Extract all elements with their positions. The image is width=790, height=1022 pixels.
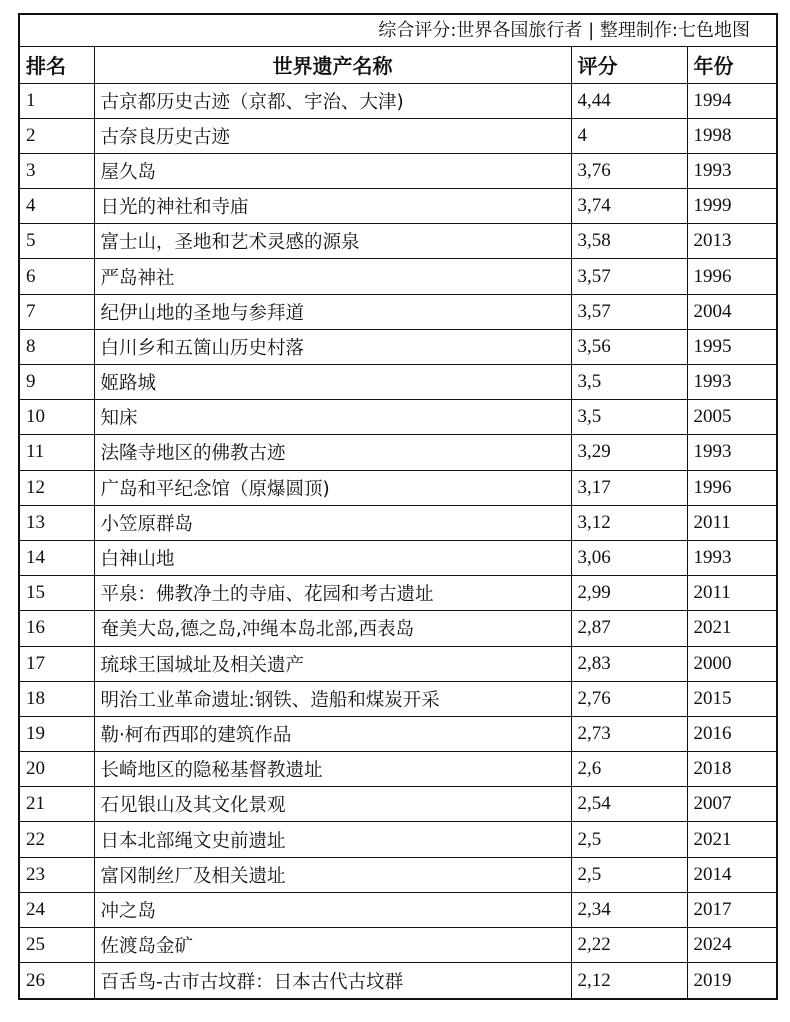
- table-row: [20, 470, 776, 505]
- table-row: [20, 963, 776, 998]
- header-row: [20, 47, 776, 83]
- table-row: [20, 752, 776, 787]
- table-row: [20, 83, 776, 118]
- cell-year: 1993: [687, 540, 776, 575]
- cell-rank: 26: [20, 963, 94, 998]
- cell-rank: 17: [20, 646, 94, 681]
- header-name: 世界遗产名称: [94, 47, 571, 83]
- table-row: [20, 365, 776, 400]
- cell-rank: 6: [20, 259, 94, 294]
- cell-heritage-name: 日本北部绳文史前遗址: [94, 822, 571, 857]
- cell-score: 2,54: [571, 787, 687, 822]
- cell-heritage-name: 明治工业革命遗址:钢铁、造船和煤炭开采: [94, 681, 571, 716]
- cell-score: 3,56: [571, 329, 687, 364]
- cell-rank: 8: [20, 329, 94, 364]
- cell-year: 2017: [687, 892, 776, 927]
- header-year: 年份: [687, 47, 776, 83]
- cell-rank: 5: [20, 224, 94, 259]
- cell-score: 2,99: [571, 576, 687, 611]
- cell-year: 2011: [687, 505, 776, 540]
- cell-rank: 11: [20, 435, 94, 470]
- cell-score: 2,6: [571, 752, 687, 787]
- cell-rank: 10: [20, 400, 94, 435]
- cell-rank: 19: [20, 716, 94, 751]
- table-row: [20, 400, 776, 435]
- cell-rank: 12: [20, 470, 94, 505]
- table-caption: 综合评分:世界各国旅行者 | 整理制作:七色地图: [20, 15, 776, 47]
- cell-rank: 4: [20, 189, 94, 224]
- cell-year: 1996: [687, 470, 776, 505]
- cell-score: 3,06: [571, 540, 687, 575]
- cell-heritage-name: 石见银山及其文化景观: [94, 787, 571, 822]
- cell-year: 1993: [687, 153, 776, 188]
- cell-score: 3,12: [571, 505, 687, 540]
- table-row: [20, 294, 776, 329]
- cell-year: 1996: [687, 259, 776, 294]
- table-row: [20, 259, 776, 294]
- cell-score: 2,22: [571, 928, 687, 963]
- cell-rank: 15: [20, 576, 94, 611]
- cell-score: 3,57: [571, 294, 687, 329]
- cell-heritage-name: 平泉：佛教净土的寺庙、花园和考古遗址: [94, 576, 571, 611]
- header-score: 评分: [571, 47, 687, 83]
- cell-heritage-name: 屋久岛: [94, 153, 571, 188]
- cell-rank: 2: [20, 118, 94, 153]
- cell-year: 1999: [687, 189, 776, 224]
- cell-score: 2,87: [571, 611, 687, 646]
- cell-year: 1994: [687, 83, 776, 118]
- cell-rank: 16: [20, 611, 94, 646]
- cell-score: 4: [571, 118, 687, 153]
- cell-heritage-name: 富士山，圣地和艺术灵感的源泉: [94, 224, 571, 259]
- cell-heritage-name: 严岛神社: [94, 259, 571, 294]
- cell-year: 2015: [687, 681, 776, 716]
- table-row: [20, 189, 776, 224]
- cell-year: 2021: [687, 611, 776, 646]
- cell-year: 2024: [687, 928, 776, 963]
- cell-rank: 24: [20, 892, 94, 927]
- cell-year: 2000: [687, 646, 776, 681]
- cell-heritage-name: 小笠原群岛: [94, 505, 571, 540]
- cell-score: 2,5: [571, 857, 687, 892]
- table-row: [20, 681, 776, 716]
- cell-heritage-name: 佐渡岛金矿: [94, 928, 571, 963]
- cell-score: 3,29: [571, 435, 687, 470]
- cell-rank: 7: [20, 294, 94, 329]
- cell-rank: 20: [20, 752, 94, 787]
- cell-rank: 3: [20, 153, 94, 188]
- table-row: [20, 540, 776, 575]
- header-rank: 排名: [20, 47, 94, 83]
- cell-heritage-name: 冲之岛: [94, 892, 571, 927]
- cell-year: 1995: [687, 329, 776, 364]
- cell-score: 3,57: [571, 259, 687, 294]
- cell-score: 2,12: [571, 963, 687, 998]
- cell-year: 2014: [687, 857, 776, 892]
- cell-year: 2013: [687, 224, 776, 259]
- cell-heritage-name: 姬路城: [94, 365, 571, 400]
- cell-year: 2018: [687, 752, 776, 787]
- cell-score: 3,58: [571, 224, 687, 259]
- cell-heritage-name: 知床: [94, 400, 571, 435]
- cell-rank: 22: [20, 822, 94, 857]
- cell-rank: 25: [20, 928, 94, 963]
- cell-heritage-name: 琉球王国城址及相关遗产: [94, 646, 571, 681]
- cell-score: 2,73: [571, 716, 687, 751]
- table-row: [20, 435, 776, 470]
- table-row: [20, 822, 776, 857]
- cell-heritage-name: 白神山地: [94, 540, 571, 575]
- cell-year: 2019: [687, 963, 776, 998]
- table-header: [20, 47, 776, 83]
- ranking-grid: [20, 47, 776, 998]
- cell-year: 1993: [687, 435, 776, 470]
- table-row: [20, 611, 776, 646]
- cell-rank: 9: [20, 365, 94, 400]
- cell-heritage-name: 日光的神社和寺庙: [94, 189, 571, 224]
- table-row: [20, 153, 776, 188]
- cell-rank: 18: [20, 681, 94, 716]
- table-row: [20, 646, 776, 681]
- table-row: [20, 505, 776, 540]
- cell-heritage-name: 纪伊山地的圣地与参拜道: [94, 294, 571, 329]
- cell-heritage-name: 白川乡和五箇山历史村落: [94, 329, 571, 364]
- cell-heritage-name: 法隆寺地区的佛教古迹: [94, 435, 571, 470]
- cell-score: 3,5: [571, 365, 687, 400]
- cell-score: 3,17: [571, 470, 687, 505]
- cell-heritage-name: 古京都历史古迹（京都、宇治、大津): [94, 83, 571, 118]
- cell-score: 2,76: [571, 681, 687, 716]
- table-row: [20, 576, 776, 611]
- cell-year: 2016: [687, 716, 776, 751]
- cell-year: 2004: [687, 294, 776, 329]
- table-row: [20, 118, 776, 153]
- table-row: [20, 857, 776, 892]
- cell-year: 2005: [687, 400, 776, 435]
- cell-heritage-name: 勒·柯布西耶的建筑作品: [94, 716, 571, 751]
- cell-year: 2007: [687, 787, 776, 822]
- cell-score: 2,34: [571, 892, 687, 927]
- table-row: [20, 224, 776, 259]
- cell-heritage-name: 富冈制丝厂及相关遗址: [94, 857, 571, 892]
- cell-heritage-name: 古奈良历史古迹: [94, 118, 571, 153]
- cell-year: 1998: [687, 118, 776, 153]
- cell-heritage-name: 奄美大岛,德之岛,冲绳本岛北部,西表岛: [94, 611, 571, 646]
- cell-score: 3,5: [571, 400, 687, 435]
- table-row: [20, 329, 776, 364]
- table-row: [20, 892, 776, 927]
- cell-year: 2021: [687, 822, 776, 857]
- table-row: [20, 716, 776, 751]
- cell-rank: 1: [20, 83, 94, 118]
- table-body: [20, 83, 776, 998]
- cell-rank: 21: [20, 787, 94, 822]
- cell-score: 3,76: [571, 153, 687, 188]
- cell-heritage-name: 长崎地区的隐秘基督教遗址: [94, 752, 571, 787]
- cell-year: 1993: [687, 365, 776, 400]
- cell-heritage-name: 广岛和平纪念馆（原爆圆顶): [94, 470, 571, 505]
- cell-year: 2011: [687, 576, 776, 611]
- cell-heritage-name: 百舌鸟-古市古坟群：日本古代古坟群: [94, 963, 571, 998]
- table-row: [20, 928, 776, 963]
- cell-score: 4,44: [571, 83, 687, 118]
- cell-rank: 13: [20, 505, 94, 540]
- cell-score: 2,83: [571, 646, 687, 681]
- cell-score: 2,5: [571, 822, 687, 857]
- table-row: [20, 787, 776, 822]
- cell-score: 3,74: [571, 189, 687, 224]
- cell-rank: 23: [20, 857, 94, 892]
- heritage-ranking-table: [18, 13, 778, 1000]
- cell-rank: 14: [20, 540, 94, 575]
